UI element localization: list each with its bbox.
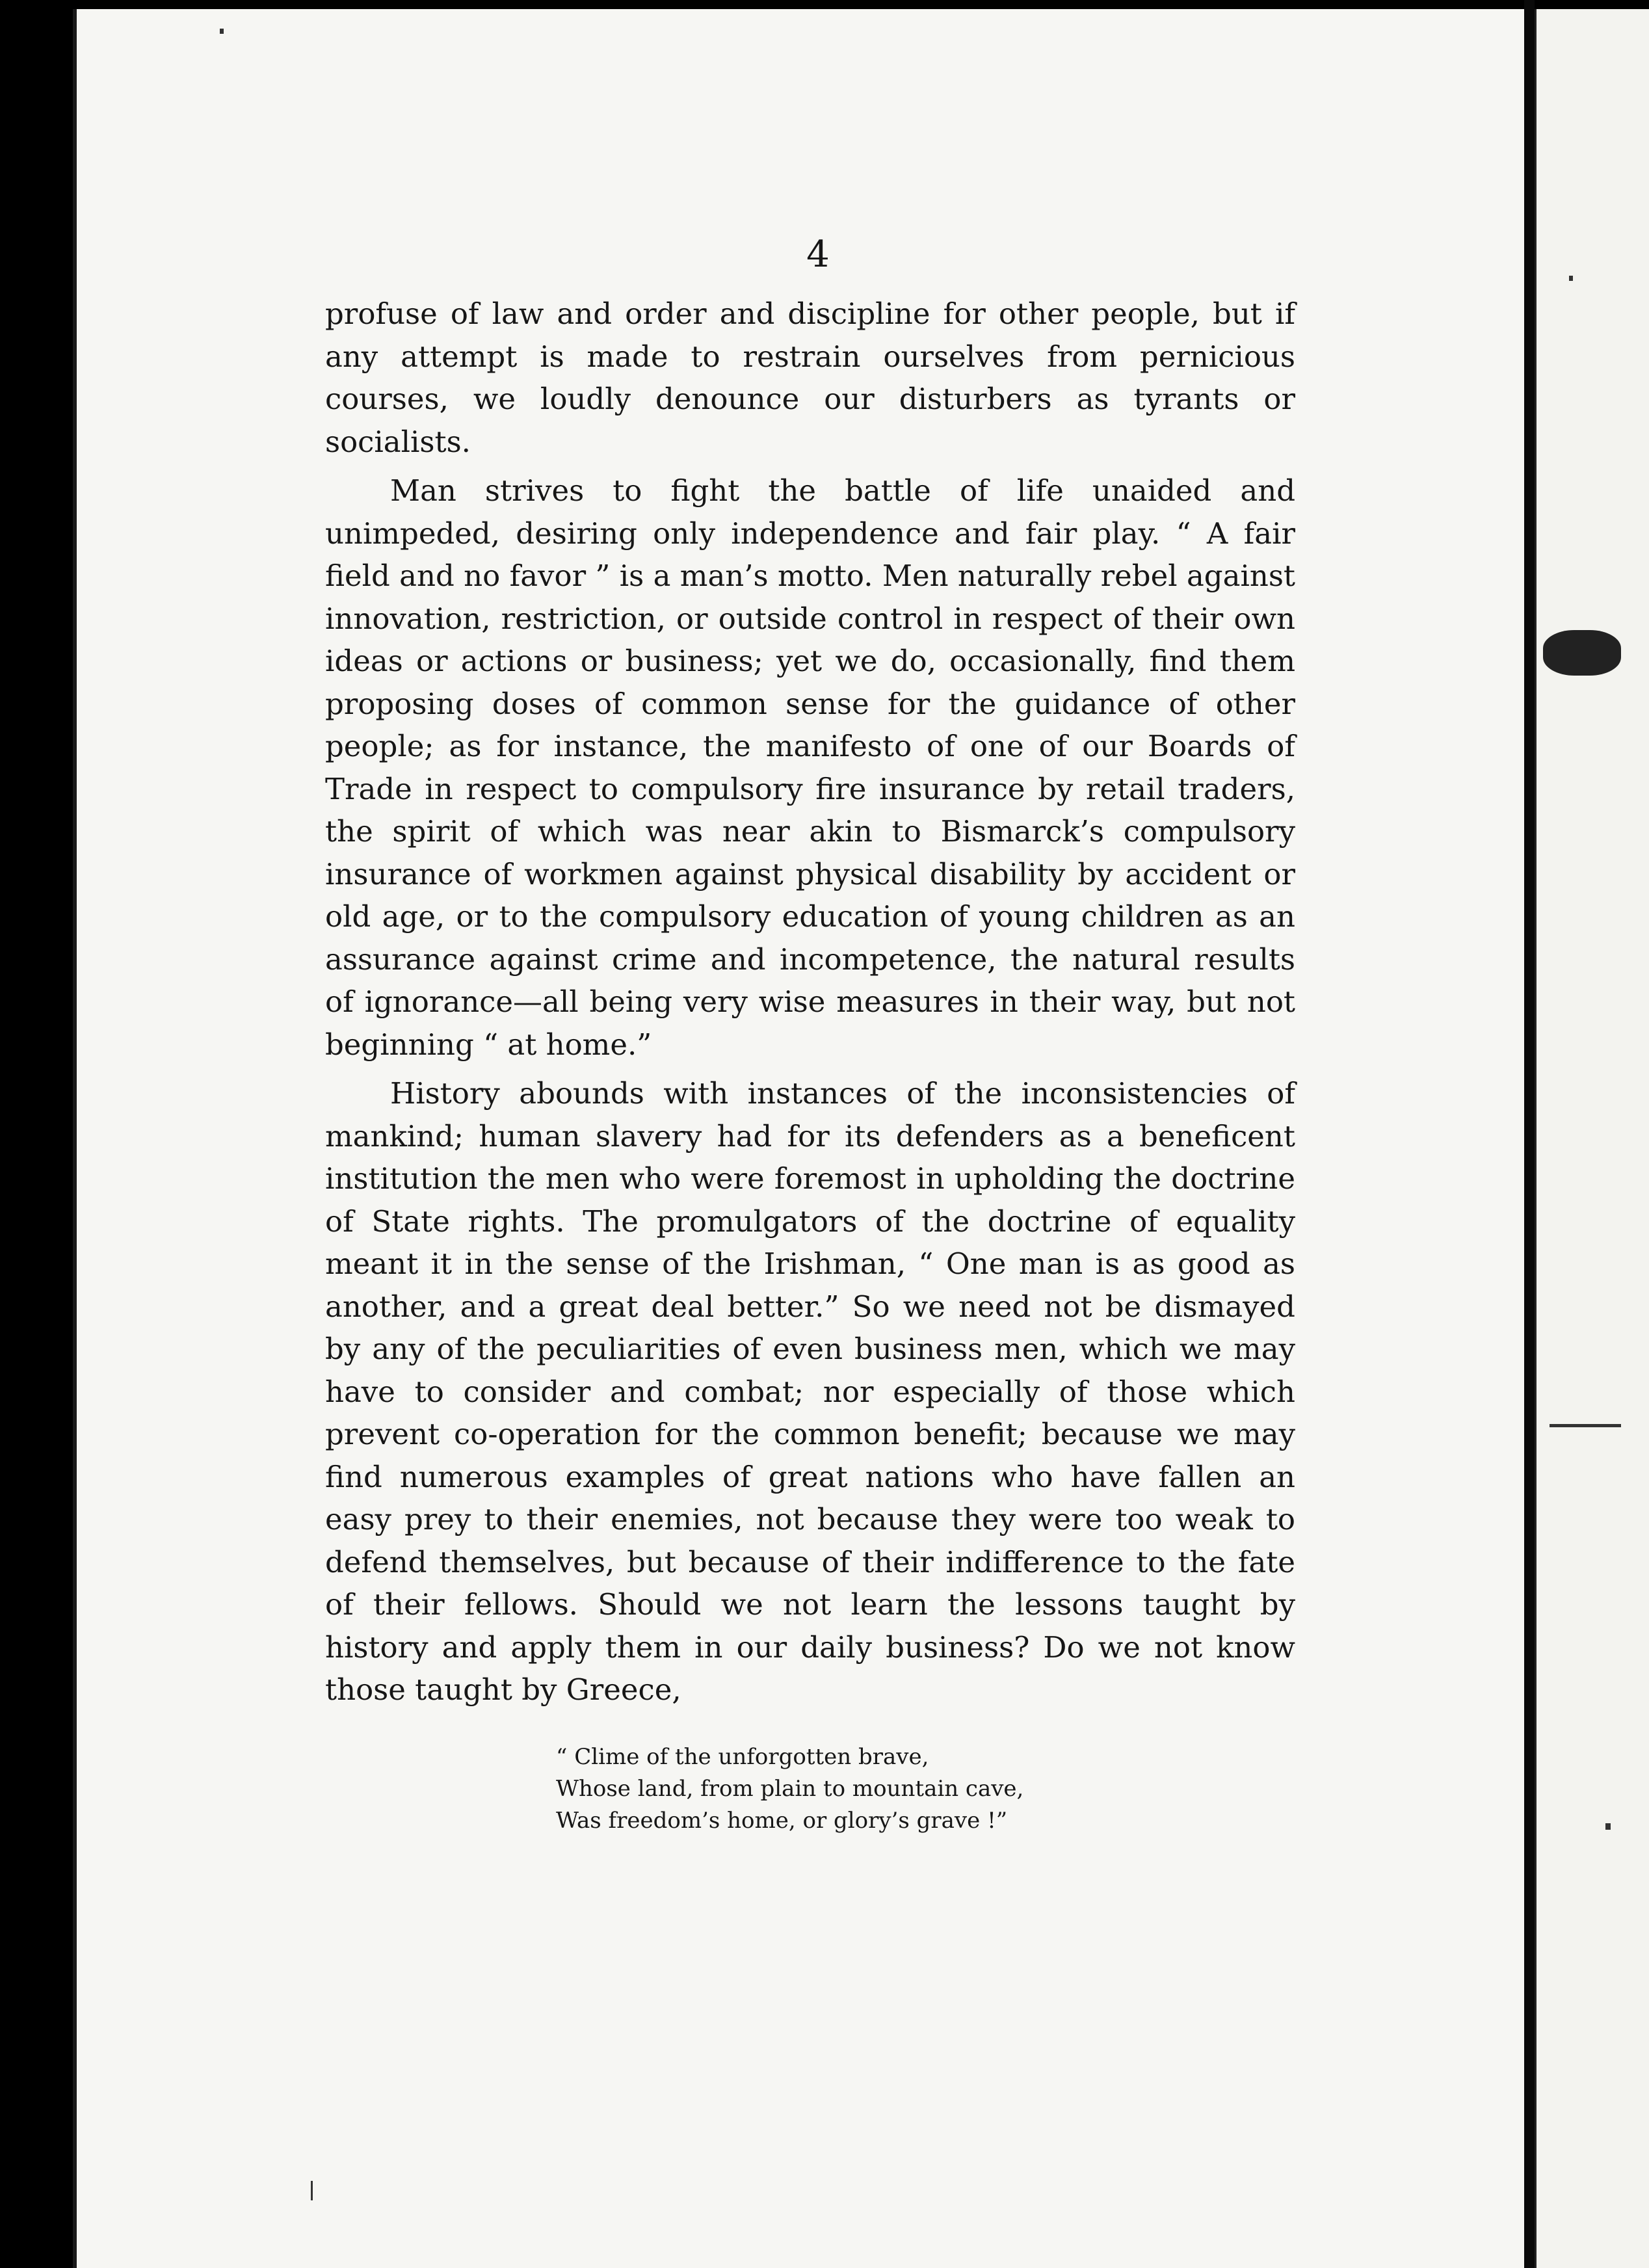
binding-mark <box>1550 1424 1621 1427</box>
paragraph-continued: profuse of law and order and discipline for other people, but if any attempt is made to restrain ourselves from pernicious courses, we loudly denounce our disturbers as tyrants or socialists. <box>325 297 1295 459</box>
verse-quotation <box>556 1741 1295 1837</box>
binding-smudge <box>1543 630 1621 676</box>
facing-page-edge <box>1535 9 1649 2268</box>
verse-line: Was freedom’s home, or glory’s grave !” <box>556 1807 1008 1834</box>
scan-speck <box>1605 1823 1611 1830</box>
page-number: 4 <box>806 233 830 276</box>
verse-line: Whose land, from plain to mountain cave, <box>556 1775 1024 1802</box>
verse-line: “ Clime of the unforgotten brave, <box>556 1743 929 1770</box>
scan-speck <box>311 2181 313 2200</box>
scan-speck <box>220 29 224 34</box>
page-text <box>325 234 1295 1837</box>
paragraph: History abounds with instances of the inconsistencies of mankind; human slavery had for its defenders as a beneficent institution the men who were foremost in upholding the doctrine of State rights. The promulgators of the doctrine of equality meant it in the sense of the Irishman, “ One man is as good as another, and a great deal better.” So we need not be dismayed by any of the peculiarities of even business men, which we may have to consider and combat; nor especially of those which prevent co-operation for the common benefit; because we may find numerous examples of great nations who have fallen an easy prey to their enemies, not because they were too weak to defend themselves, but because of their indifference to the fate of their fellows. Should we not learn the lessons taught by history and apply them in our daily business? Do we not know those taught by Greece, <box>325 1076 1295 1707</box>
page-gutter <box>1524 0 1535 2268</box>
paragraph: Man strives to fight the battle of life unaided and unimpeded, desiring only independence and fair play. “ A fair field and no favor ” is a man’s motto. Men naturally rebel against innovation, restriction, or outside control in respect of their own ideas or actions or business; yet we do, occasionally, find them proposing doses of common sense for the guidance of other people; as for instance, the manifesto of one of our Boards of Trade in respect to compulsory fire insurance by retail traders, the spirit of which was near akin to Bismarck’s compulsory insurance of workmen against physical disability by accident or old age, or to the compulsory education of young children as an assurance against crime and incompetence, the natural results of ignorance—all being very wise measures in their way, but not beginning “ at home.” <box>325 473 1295 1062</box>
scan-speck <box>1569 276 1573 281</box>
